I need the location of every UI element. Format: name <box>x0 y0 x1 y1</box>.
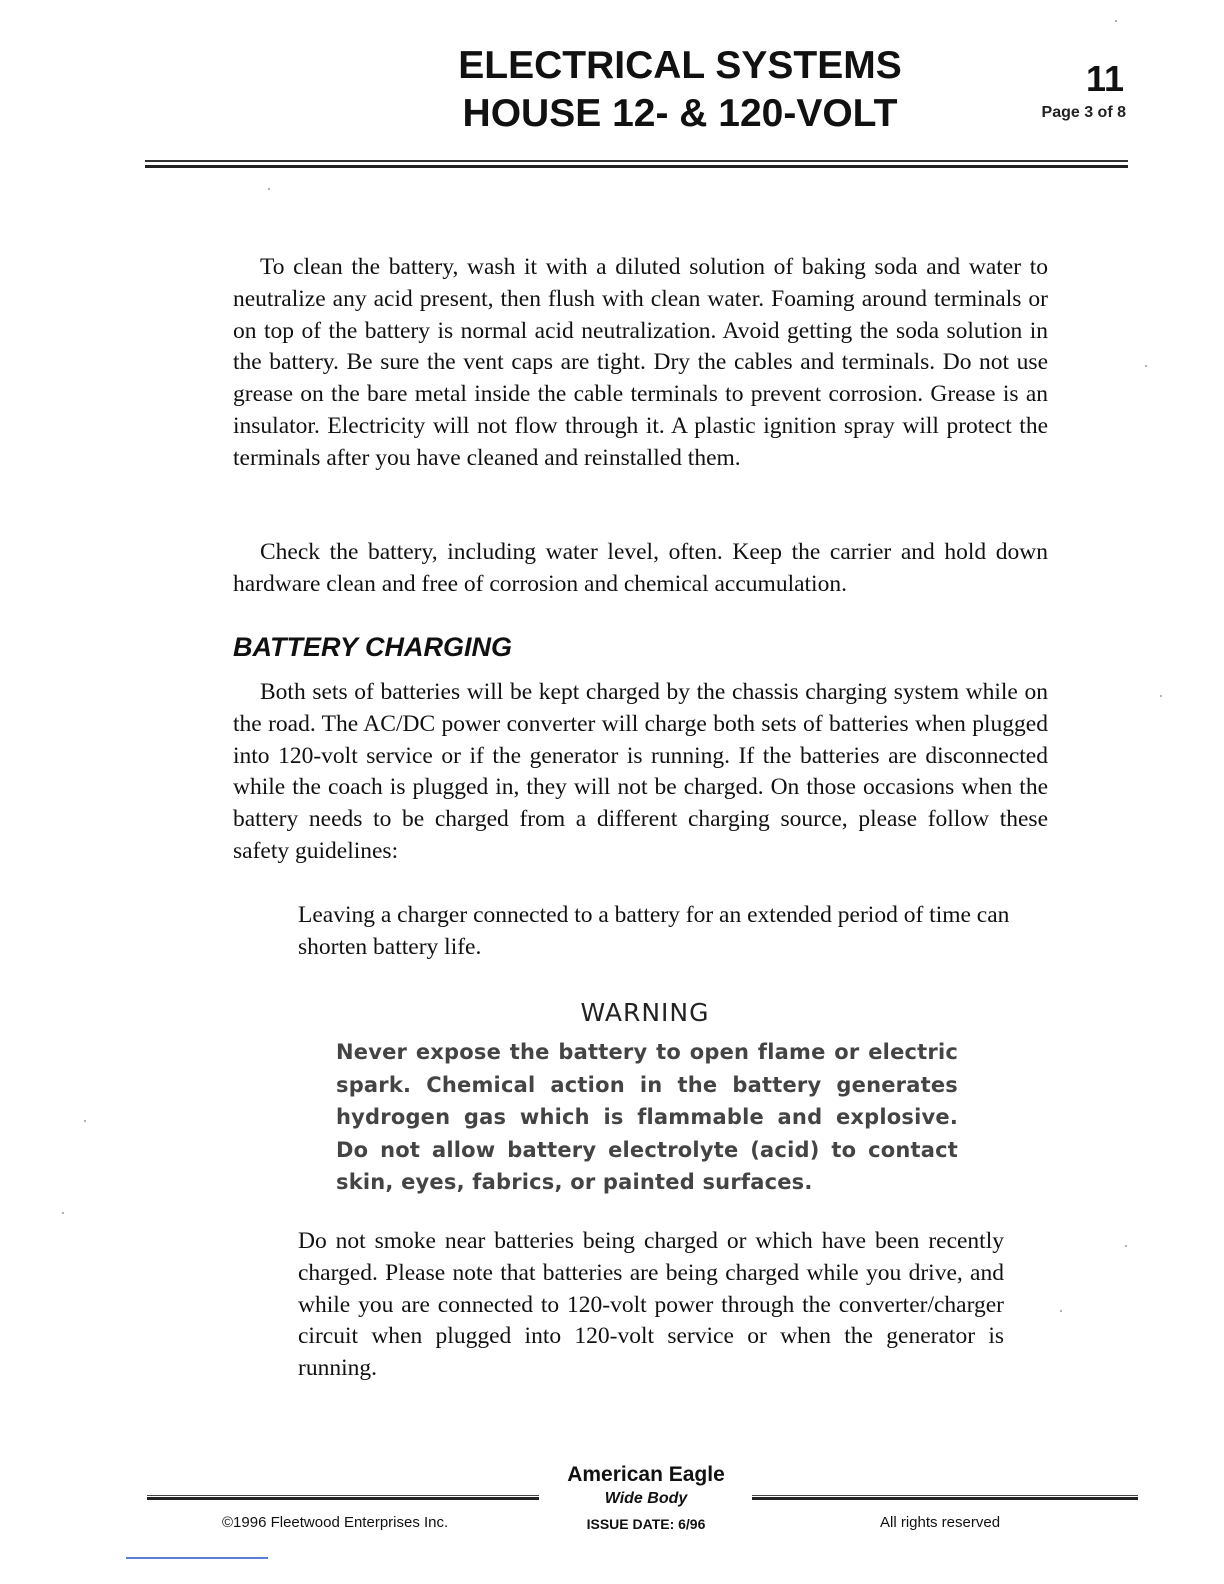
scan-speck <box>62 1212 64 1214</box>
paragraph-no-smoking: Do not smoke near batteries being charged or which have been recently charged. Please note that batteries are being charged while you drive, and while you are connected to 120-volt power through the converter/charger circuit when plugged into 120-volt service or when the generator is running. <box>298 1228 1004 1382</box>
title-line-1: ELECTRICAL SYSTEMS <box>458 44 902 87</box>
page-title <box>400 42 960 138</box>
paragraph-charging: Both sets of batteries will be kept charged by the chassis charging system while on the road. The AC/DC power converter will charge both sets of batteries when plugged into 120-volt service or if the generator is running. If the batteries are disconnected while the coach is plugged in, they will not be charged. On those occasions when the battery needs to be charged from a different charging source, please follow these safety guidelines: <box>233 679 1048 864</box>
scan-speck <box>1145 365 1147 367</box>
warning-text: Never expose the battery to open flame or electric spark. Chemical action in the battery generates hydrogen gas which is flammable and explosive. Do not allow battery electrolyte (acid) to contact skin, eyes, fabrics, or painted surfaces. <box>336 1040 958 1194</box>
warning-title: WARNING <box>580 998 710 1027</box>
paragraph-check: Check the battery, including water level, often. Keep the carrier and hold down hardware clean and free of corrosion and chemical accumulation. <box>233 539 1048 597</box>
header-divider <box>145 160 1128 168</box>
scan-artifact-line <box>126 1557 268 1559</box>
footer-model-sub: Wide Body <box>604 1490 688 1507</box>
scan-speck <box>1060 1310 1062 1312</box>
chapter-number: 11 <box>1085 58 1124 99</box>
footer-rights: All rights reserved <box>880 1514 1001 1531</box>
scan-speck <box>84 1120 86 1122</box>
footer-divider-right <box>752 1495 1138 1500</box>
paragraph-cleaning: To clean the battery, wash it with a diluted solution of baking soda and water to neutralize any acid present, then flush with clean water. Foaming around terminals or on top of the battery is normal acid neutralization. Avoid getting the soda solution in the battery. Be sure the vent caps are tight. Dry the cables and terminals. Do not use grease on the bare metal inside the cable terminals to prevent corrosion. Grease is an insulator. Electricity will not flow through it. A plastic ignition spray will protect the terminals after you have cleaned and reinstalled them. <box>233 254 1048 471</box>
scan-speck <box>1115 20 1117 22</box>
footer-divider-left <box>147 1495 539 1500</box>
paragraph-extended-period: Leaving a charger connected to a battery for an extended period of time can shorten battery life. <box>298 902 1010 960</box>
scan-speck <box>1160 695 1162 697</box>
section-heading-battery-charging: BATTERY CHARGING <box>233 632 513 662</box>
page-indicator: Page 3 of 8 <box>1041 104 1126 121</box>
title-line-2: HOUSE 12- & 120-VOLT <box>462 92 898 135</box>
footer-copyright: ©1996 Fleetwood Enterprises Inc. <box>222 1514 449 1531</box>
footer-model: American Eagle <box>567 1463 725 1486</box>
scan-speck <box>1125 1245 1127 1247</box>
footer-issue-date: ISSUE DATE: 6/96 <box>586 1516 706 1532</box>
scan-speck <box>268 188 270 190</box>
